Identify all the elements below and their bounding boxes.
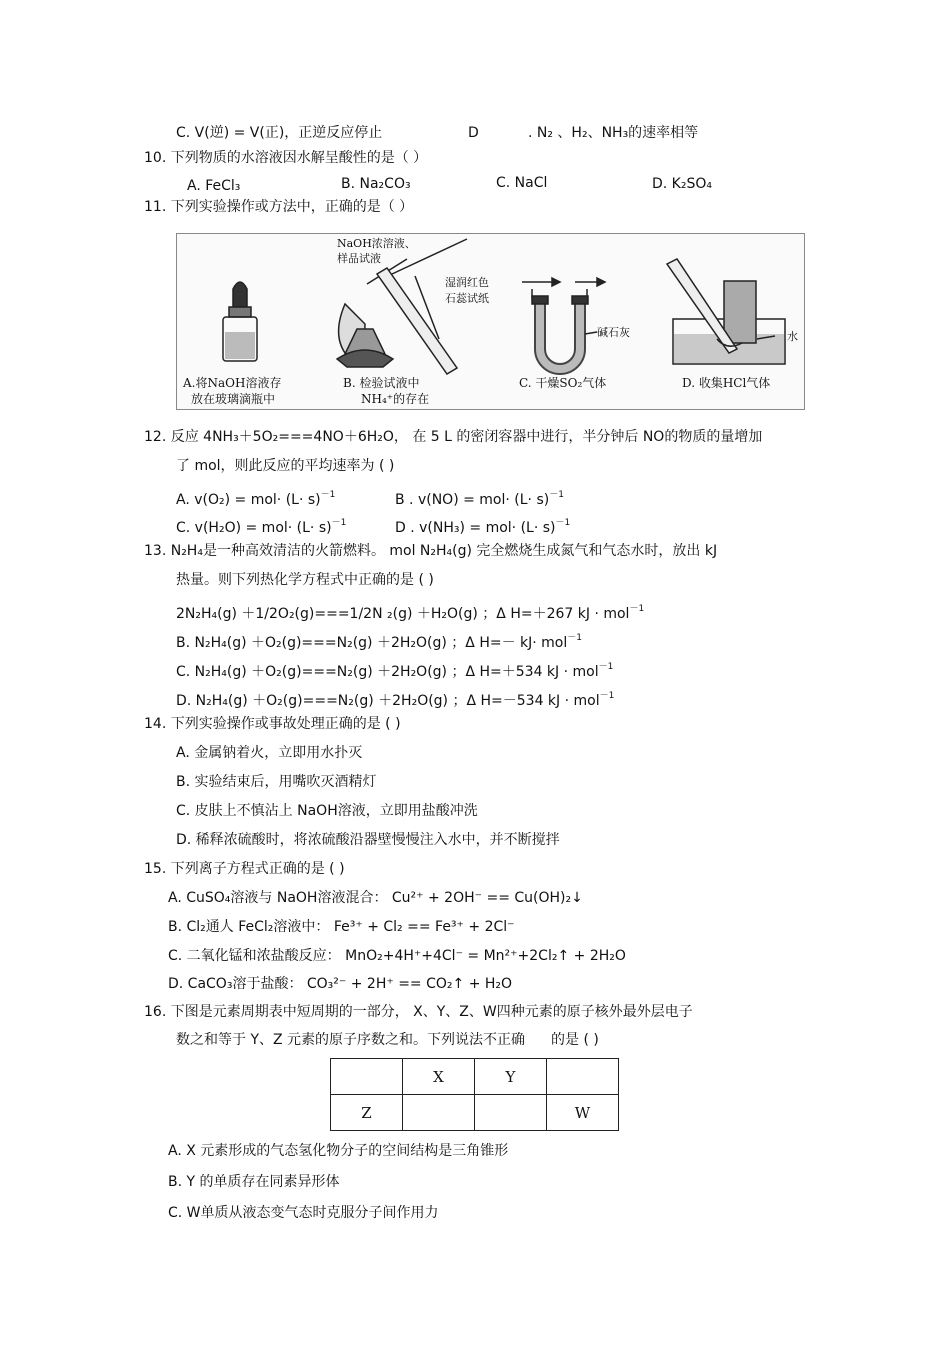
q14-stem: 14. 下列实验操作或事故处理正确的是 ( ): [144, 716, 401, 732]
gas-collection-trough-icon: [667, 259, 785, 364]
q9-option-c: C. V(逆) = V(正)，正逆反应停止: [176, 125, 383, 141]
q10-stem: 10. 下列物质的水溶液因水解呈酸性的是（ ）: [144, 150, 428, 166]
q14-option-c: C. 皮肤上不慎沾上 NaOH溶液，立即用盐酸冲洗: [176, 803, 478, 819]
q9-option-d: . N₂ 、H₂、NH₃的速率相等: [528, 125, 699, 141]
caption-b-line1: B. 检验试液中: [343, 376, 420, 390]
q11-apparatus-figure: [176, 233, 805, 410]
q14-option-b: B. 实验结束后，用嘴吹灭酒精灯: [176, 774, 377, 790]
periodic-table-fragment: [330, 1058, 619, 1131]
q13-option-b: B. N₂H₄(g) ＋O₂(g)===N₂(g) ＋2H₂O(g) ；Δ H=－ kJ· mol$^{-1}$: [176, 633, 582, 651]
u-tube-icon: [522, 278, 605, 369]
label-sample: 样品试液: [337, 252, 381, 265]
q13-option-c: C. N₂H₄(g) ＋O₂(g)===N₂(g) ＋2H₂O(g) ；Δ H=＋534 kJ · mol$^{-1}$: [176, 662, 614, 680]
table-cell: Z: [331, 1095, 403, 1131]
label-soda-lime: 碱石灰: [597, 326, 630, 339]
table-cell: [331, 1059, 403, 1095]
q16-option-b: B. Y 的单质存在同素异形体: [168, 1174, 340, 1190]
caption-a-line1: A.将NaOH溶液存: [183, 376, 282, 390]
q12-option-c: C. $v(H_2O) = mol\cdot (L\cdot s)^{-1}$: [176, 518, 347, 536]
q16-option-a: A. X 元素形成的气态氢化物分子的空间结构是三角锥形: [168, 1143, 509, 1159]
q12-stem-line1: 12. 反应 4NH₃＋5O₂===4NO＋6H₂O， 在 5 L 的密闭容器中进行，半分钟后 NO的物质的量增加: [144, 429, 763, 445]
q10-option-d: D. K₂SO₄: [652, 176, 712, 192]
q15-option-c: C. 二氧化锰和浓盐酸反应： MnO₂+4H⁺+4Cl⁻ = Mn²⁺+2Cl₂↑ + 2H₂O: [168, 948, 626, 964]
table-cell: [547, 1059, 619, 1095]
table-row: [331, 1095, 619, 1131]
q10-option-c: C. NaCl: [496, 175, 548, 191]
q9-option-d-label: D: [468, 125, 479, 141]
q13-option-a: 2N₂H₄(g) ＋1/2O₂(g)===1/2N ₂(g) ＋H₂O(g) ；Δ H=＋267 kJ · mol$^{-1}$: [176, 604, 645, 622]
q12-option-a: A. $v(O_2) = mol\cdot (L\cdot s)^{-1}$: [176, 490, 336, 508]
q15-option-b: B. Cl₂通人 FeCl₂溶液中： Fe³⁺ + Cl₂ == Fe³⁺ + 2Cl⁻: [168, 919, 515, 935]
q16-stem-line1: 16. 下图是元素周期表中短周期的一部分， X、Y、Z、W四种元素的原子核外最外层电子: [144, 1004, 693, 1020]
q15-option-a: A. CuSO₄溶液与 NaOH溶液混合： Cu²⁺ + 2OH⁻ == Cu(OH)₂↓: [168, 890, 583, 906]
q12-option-b: B . $v(NO) = mol\cdot (L\cdot s)^{-1}$: [395, 490, 564, 508]
dropper-bottle-icon: [223, 282, 257, 361]
q12-option-d: D . $v(NH_3) = mol\cdot (L\cdot s)^{-1}$: [395, 518, 571, 536]
caption-a-line2: 放在玻璃滴瓶中: [191, 392, 276, 406]
label-paper-2: 石蕊试纸: [445, 292, 489, 305]
q15-option-d: D. CaCO₃溶于盐酸： CO₃²⁻ + 2H⁺ == CO₂↑ + H₂O: [168, 976, 513, 992]
label-paper-1: 湿润红色: [445, 276, 489, 289]
table-cell: X: [403, 1059, 475, 1095]
q16-option-c: C. W单质从液态变气态时克服分子间作用力: [168, 1205, 439, 1221]
table-cell: [403, 1095, 475, 1131]
table-cell: [475, 1095, 547, 1131]
q11-stem: 11. 下列实验操作或方法中，正确的是（ ）: [144, 199, 414, 215]
q10-option-b: B. Na₂CO₃: [341, 176, 411, 192]
table-row: [331, 1059, 619, 1095]
q10-option-a: A. FeCl₃: [187, 178, 241, 194]
q13-stem-line2: 热量。则下列热化学方程式中正确的是 ( ): [176, 572, 434, 588]
q14-option-d: D. 稀释浓硫酸时，将浓硫酸沿器壁慢慢注入水中，并不断搅拌: [176, 832, 560, 848]
q15-stem: 15. 下列离子方程式正确的是 ( ): [144, 861, 345, 877]
q14-option-a: A. 金属钠着火，立即用水扑灭: [176, 745, 363, 761]
q12-stem-line2: 了 mol，则此反应的平均速率为 ( ): [176, 458, 395, 474]
caption-b-line2: NH₄⁺的存在: [361, 392, 430, 406]
caption-c: C. 干燥SO₂气体: [519, 376, 607, 390]
label-naoh: NaOH浓溶液、: [337, 237, 416, 250]
label-water: 水: [787, 330, 798, 343]
q13-stem-line1: 13. N₂H₄是一种高效清洁的火箭燃料。 mol N₂H₄(g) 完全燃烧生成氮气和气态水时，放出 kJ: [144, 543, 718, 559]
q16-stem-line2: 数之和等于 Y、Z 元素的原子序数之和。下列说法不正确 的是 ( ): [176, 1032, 599, 1048]
q13-option-d: D. N₂H₄(g) ＋O₂(g)===N₂(g) ＋2H₂O(g) ；Δ H=－534 kJ · mol$^{-1}$: [176, 691, 615, 709]
table-cell: Y: [475, 1059, 547, 1095]
caption-d: D. 收集HCl气体: [682, 376, 771, 390]
table-cell: W: [547, 1095, 619, 1131]
